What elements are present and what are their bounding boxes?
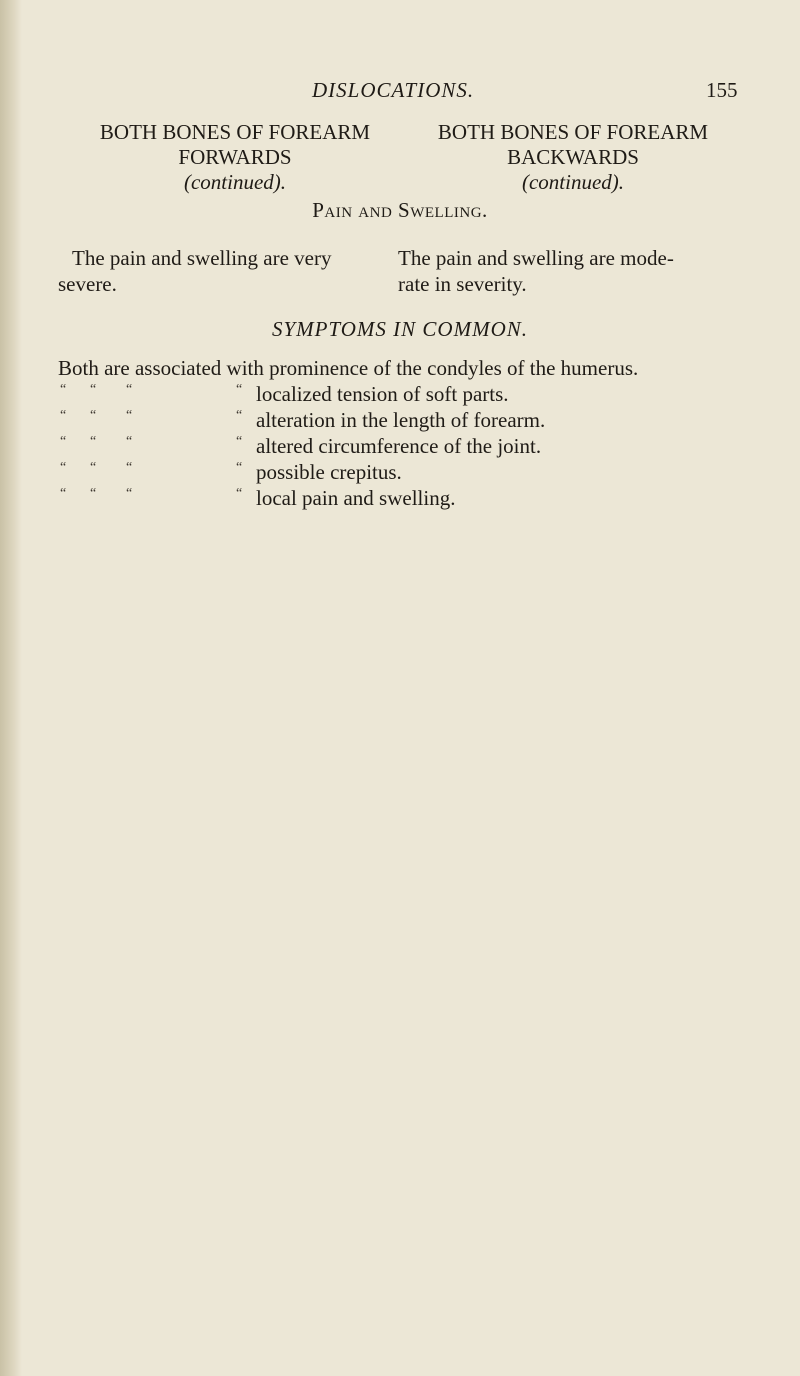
list-item [58,486,778,512]
symptom-text: altered circumference of the joint. [256,434,542,458]
list-item [58,408,778,434]
column-heading-direction: FORWARDS [178,145,292,169]
symptom-text: possible crepitus. [256,460,402,484]
ditto-mark: “ [90,382,97,397]
ditto-mark: “ [236,486,243,501]
symptom-text: local pain and swelling. [256,486,456,510]
ditto-mark: “ [126,434,133,449]
paragraph-line: The pain and swelling are mode- [398,246,674,270]
symptom-list [58,382,778,512]
symptom-text: localized tension of soft parts. [256,382,509,406]
column-heading-forwards [70,120,400,195]
column-heading-continued: (continued). [183,170,287,194]
ditto-mark: “ [60,460,67,475]
ditto-mark: “ [236,382,243,397]
column-heading-line: BOTH BONES OF FOREARM [99,120,371,144]
ditto-mark: “ [60,382,67,397]
ditto-mark: “ [60,434,67,449]
column-heading-direction: BACKWARDS [507,145,639,169]
list-item [58,382,778,408]
ditto-mark: “ [60,408,67,423]
column-heading-continued: (continued). [521,170,625,194]
ditto-mark: “ [126,486,133,501]
ditto-mark: “ [126,460,133,475]
list-item [58,460,778,486]
page-number: 155 [706,78,738,102]
column-heading-backwards [408,120,738,195]
symptom-text: alteration in the length of forearm. [256,408,546,432]
section-title-pain-swelling: Pain and Swelling. [312,198,488,222]
ditto-mark: “ [90,434,97,449]
ditto-mark: “ [236,460,243,475]
list-item [58,434,778,460]
paragraph-line: severe. [58,272,117,296]
symptoms-in-common-title: SYMPTOMS IN COMMON. [271,317,529,341]
ditto-mark: “ [90,486,97,501]
ditto-mark: “ [236,434,243,449]
running-title: DISLOCATIONS. [312,78,475,102]
paragraph-line: rate in severity. [398,272,527,296]
ditto-mark: “ [236,408,243,423]
ditto-mark: “ [90,460,97,475]
symptom-first-line: Both are associated with prominence of the condyles of the humerus. [58,356,639,380]
pain-swelling-forwards [58,245,378,297]
column-heading-line: BOTH BONES OF FOREARM [437,120,709,144]
ditto-mark: “ [60,486,67,501]
pain-swelling-backwards [398,245,768,297]
paragraph-line: The pain and swelling are very [72,246,332,270]
ditto-mark: “ [126,408,133,423]
ditto-mark: “ [126,382,133,397]
ditto-mark: “ [90,408,97,423]
running-head [0,78,800,108]
